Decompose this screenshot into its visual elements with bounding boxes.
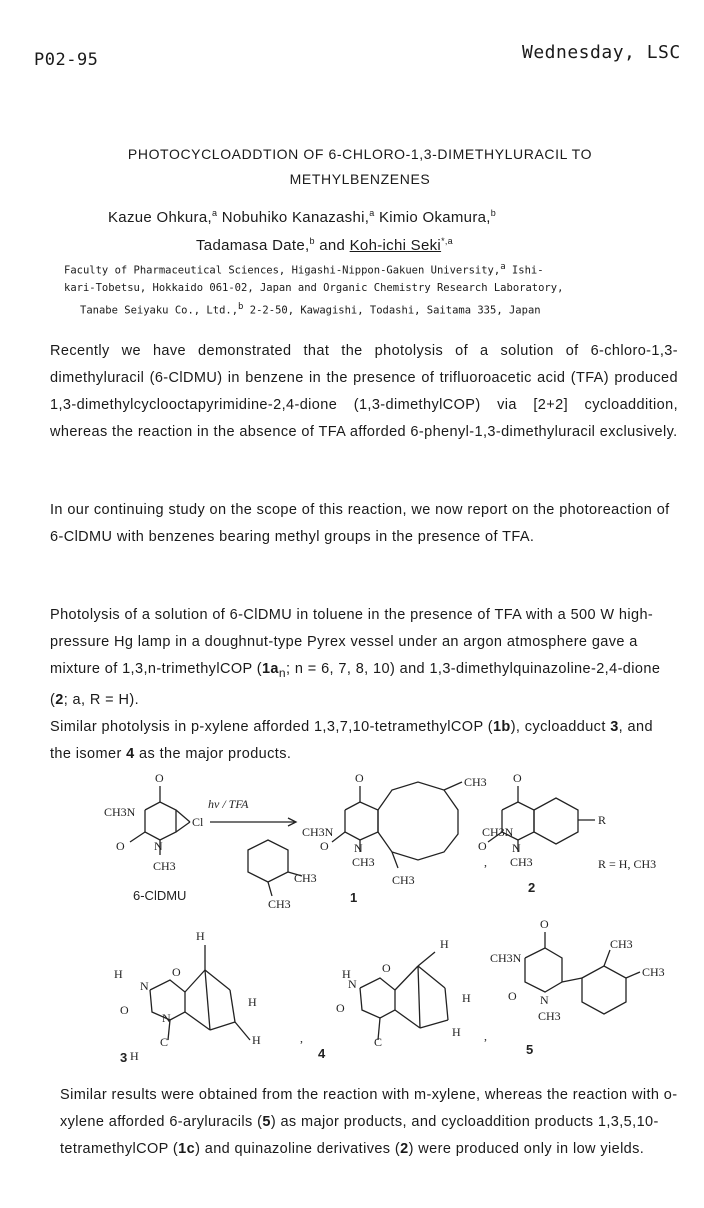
- author-sup: b: [490, 208, 497, 218]
- atom-n: N: [512, 841, 521, 855]
- atom-ch3: CH3: [642, 965, 665, 979]
- atom-ch3: CH3: [352, 855, 375, 869]
- atom-ch3n: CH3N: [302, 825, 334, 839]
- paragraph-2: In our continuing study on the scope of this reaction, we now report on the photoreaction of 6-ClDMU with benzenes bearing methyl groups in the presence of TFA.: [50, 502, 670, 545]
- author-sup: *,a: [441, 236, 453, 246]
- atom-r: R: [598, 813, 607, 827]
- atom-ch3: CH3: [464, 775, 487, 789]
- atom-o: O: [320, 839, 329, 853]
- session-label: Wednesday, LSC: [522, 42, 681, 63]
- atom-o: O: [540, 917, 549, 931]
- separator: ,: [484, 855, 487, 869]
- atom-h: H: [196, 929, 205, 943]
- atom-n: N: [162, 1011, 171, 1025]
- affiliation-text: 2-2-50, Kawagishi, Todashi, Saitama 335, Japan: [243, 304, 541, 317]
- atom-ch3: CH3: [610, 937, 633, 951]
- atom-n: N: [140, 979, 149, 993]
- atom-ch3: CH3: [153, 859, 176, 873]
- atom-h: H: [252, 1033, 261, 1047]
- atom-h: H: [462, 991, 471, 1005]
- atom-cl: Cl: [192, 815, 204, 829]
- affiliation-text: Faculty of Pharmaceutical Sciences, Higashi-Nippon-Gakuen University,: [64, 264, 501, 277]
- affiliation-sup: a: [500, 262, 506, 272]
- atom-c: C: [374, 1035, 383, 1049]
- author-and: and: [314, 237, 350, 254]
- atom-ch3: CH3: [510, 855, 533, 869]
- atom-ch3: CH3: [294, 871, 317, 885]
- author-sup: b: [309, 236, 315, 246]
- paragraph-1: Recently we have demonstrated that the photolysis of a solution of 6-chloro-1,3-dimethyluracil (6-ClDMU) in benzene in the presence of trifluoroacetic acid (TFA) produced 1,3-dimethylcyclooctapyrimidine-2,4-dione (1,3-dimethylCOP) via [2+2] cycloaddition, whereas the reaction in the absence of TFA afforded 6-phenyl-1,3-dimethyluracil exclusively.: [50, 343, 678, 440]
- atom-ch3n: CH3N: [104, 805, 136, 819]
- atom-ch3n: CH3N: [490, 951, 522, 965]
- author-sup: a: [369, 208, 375, 218]
- r-definition: R = H, CH3: [598, 857, 657, 871]
- atom-o: O: [120, 1003, 129, 1017]
- affiliation-line-2: kari-Tobetsu, Hokkaido 061-02, Japan and Organic Chemistry Research Laboratory,: [64, 282, 564, 294]
- atom-h: H: [342, 967, 351, 981]
- atom-ch3: CH3: [268, 897, 291, 911]
- compound-5-label: 5: [526, 1042, 534, 1057]
- atom-o: O: [155, 771, 164, 785]
- paragraph-3: Photolysis of a solution of 6-ClDMU in toluene in the presence of TFA with a 500 W high-pressure Hg lamp in a doughnut-type Pyrex vessel under an argon atmosphere gave a mixture of 1,3,n-trimethylCOP ($1a_n$; n = 6, 7, 8, 10) and 1,3-dimethylquinazoline-2,4-dione (2; a, R = H). Similar photolysis in p-xylene afforded 1,3,7,10-tetramethylCOP (1b), cycloadduct 3, and the isomer 4 as the major products.: [50, 607, 661, 762]
- abstract-code: P02-95: [34, 50, 99, 70]
- atom-h: H: [114, 967, 123, 981]
- atom-n: N: [354, 841, 363, 855]
- atom-o: O: [172, 965, 181, 979]
- title-line-1: PHOTOCYCLOADDTION OF 6-CHLORO-1,3-DIMETHYLURACIL TO: [127, 146, 593, 162]
- author-date: Tadamasa Date,: [196, 237, 310, 254]
- atom-ch3: CH3: [392, 873, 415, 887]
- separator: ,: [484, 1029, 487, 1043]
- atom-o: O: [116, 839, 125, 853]
- atom-o: O: [336, 1001, 345, 1015]
- atom-h: H: [248, 995, 257, 1009]
- affiliation-sup: b: [238, 302, 244, 312]
- atom-h: H: [452, 1025, 461, 1039]
- author-seki: Koh-ichi Seki: [349, 237, 442, 254]
- compound-3-label: 3: [120, 1050, 128, 1065]
- compound-2-label: 2: [528, 880, 536, 895]
- affiliation-text: Tanabe Seiyaku Co., Ltd.,: [80, 304, 239, 317]
- atom-o: O: [382, 961, 391, 975]
- atom-o: O: [355, 771, 364, 785]
- atom-o: O: [513, 771, 522, 785]
- compound-4-label: 4: [318, 1046, 326, 1061]
- separator: ,: [300, 1031, 303, 1045]
- atom-h: H: [130, 1049, 139, 1063]
- arrow-label: hν / TFA: [208, 797, 249, 811]
- author-kanazashi: Nobuhiko Kanazashi,: [217, 209, 370, 226]
- title-line-2: METHYLBENZENES: [289, 171, 431, 187]
- compound-1-label: 1: [350, 890, 358, 905]
- author-okamura: Kimio Okamura,: [374, 209, 491, 226]
- atom-ch3: CH3: [538, 1009, 561, 1023]
- atom-c: C: [160, 1035, 169, 1049]
- author-sup: a: [211, 208, 218, 218]
- atom-o: O: [478, 839, 487, 853]
- atom-ch3n: CH3N: [482, 825, 514, 839]
- atom-n: N: [348, 977, 357, 991]
- atom-o: O: [508, 989, 517, 1003]
- paragraph-4: Similar results were obtained from the reaction with m-xylene, whereas the reaction with o-xylene afforded 6-aryluracils (5) as major products, and cycloaddition products 1,3,5,10-tetramethylCOP (1c) and quinazoline derivatives (2) were produced only in low yields.: [60, 1087, 678, 1157]
- label-6-cidmu: 6-ClDMU: [133, 888, 187, 903]
- atom-h: H: [440, 937, 449, 951]
- affiliation-text: Ishi-: [505, 264, 544, 277]
- atom-n: N: [154, 839, 163, 853]
- atom-n: N: [540, 993, 549, 1007]
- author-ohkura: Kazue Ohkura,: [108, 209, 212, 226]
